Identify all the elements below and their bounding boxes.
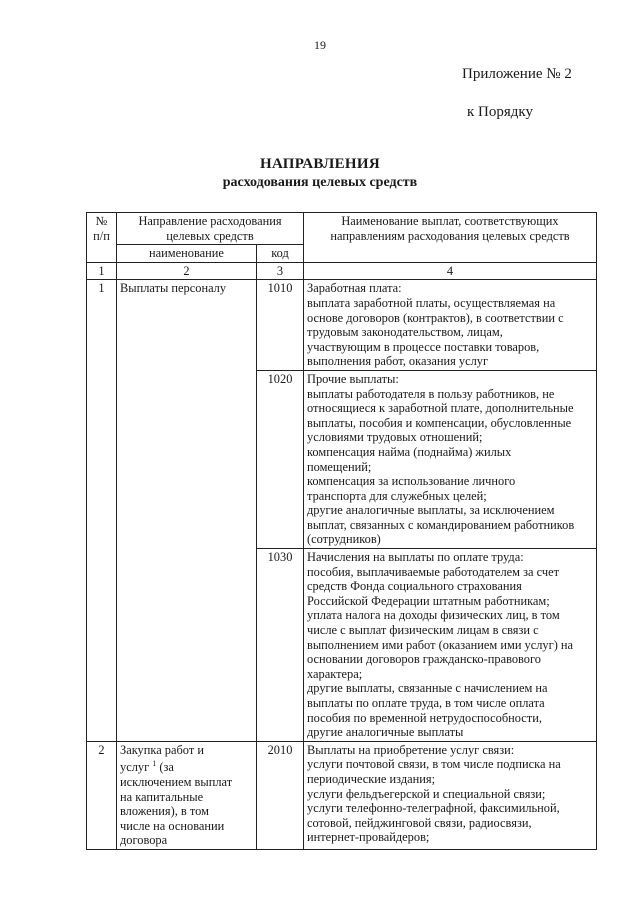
payment-line: периодические издания; xyxy=(307,771,436,786)
payment-line: характера; xyxy=(307,666,363,681)
payment-line: выполнения работ, оказания услуг xyxy=(307,354,489,369)
direction-code: 1020 xyxy=(257,370,304,548)
payment-line: основе договоров (контрактов), в соответствии с xyxy=(307,310,564,325)
payment-line: компенсация за использование личного xyxy=(307,474,516,489)
payment-line: услуги телефонно-телеграфной, факсимильной, xyxy=(307,801,560,816)
payments-cell xyxy=(304,280,597,371)
direction-name-line: числе на основании xyxy=(120,818,225,833)
payments-cell xyxy=(304,549,597,742)
direction-code: 1030 xyxy=(257,549,304,742)
column-number: 2 xyxy=(117,262,257,280)
payment-line: компенсация найма (поднайма) жилых xyxy=(307,444,512,459)
payment-line: помещений; xyxy=(307,459,372,474)
directions-table xyxy=(86,212,597,850)
appendix-label: Приложение № 2 xyxy=(462,66,572,82)
payment-line: уплата налога на доходы физических лиц, в том xyxy=(307,608,560,623)
payment-line: транспорта для служебных целей; xyxy=(307,488,487,503)
payment-line: другие аналогичные выплаты, за исключением xyxy=(307,503,555,518)
payment-line: пособия, выплачиваемые работодателем за счет xyxy=(307,564,559,579)
payment-line: другие аналогичные выплаты xyxy=(307,725,464,740)
direction-code: 2010 xyxy=(257,741,304,849)
payment-line: услуги фельдъегерской и специальной связи; xyxy=(307,786,546,801)
direction-name xyxy=(117,741,257,849)
column-number: 3 xyxy=(257,262,304,280)
payment-line: выплата заработной платы, осуществляемая на xyxy=(307,295,556,310)
payment-line: выплаты по оплате труда, в том числе оплата xyxy=(307,696,545,710)
row-number: 2 xyxy=(87,741,117,849)
payment-line: основании договоров гражданско-правового xyxy=(307,652,541,667)
direction-name-line: вложения), в том xyxy=(120,804,209,819)
direction-name-line: исключением выплат xyxy=(120,775,233,790)
payment-line: интернет-провайдеров; xyxy=(307,830,430,845)
payment-line: (сотрудников) xyxy=(307,532,381,547)
payment-line: Заработная плата: xyxy=(307,281,402,296)
table-row xyxy=(87,741,597,849)
direction-name-line: на капитальные xyxy=(120,789,204,804)
document-title: НАПРАВЛЕНИЯ xyxy=(260,156,380,172)
footnote-marker: 1 xyxy=(152,759,157,769)
payments-cell xyxy=(304,370,597,548)
payment-line: Прочие выплаты: xyxy=(307,371,399,386)
payment-line: выплат, связанных с командированием работников xyxy=(307,517,575,532)
header-no: № п/п xyxy=(87,213,117,263)
column-number: 4 xyxy=(304,262,597,280)
direction-name-line: Выплаты персоналу xyxy=(120,281,227,296)
row-number: 1 xyxy=(87,280,117,741)
payment-line: Начисления на выплаты по оплате труда: xyxy=(307,550,524,565)
payments-cell xyxy=(304,741,597,849)
table-header-row xyxy=(87,213,597,245)
direction-name-line: Закупка работ и xyxy=(120,742,204,757)
payment-line: пособия по временной нетрудоспособности, xyxy=(307,710,542,725)
to-order-label: к Порядку xyxy=(467,104,533,120)
direction-name-line: услуг $^1$ (за xyxy=(120,759,174,775)
header-direction: Направление расходования целевых средств xyxy=(117,213,304,245)
payment-line: участвующим в процессе поставки товаров, xyxy=(307,339,540,354)
payment-line: выплаты работодателя в пользу работников, не xyxy=(307,386,555,401)
payment-line: сотовой, пейджинговой связи, радиосвязи, xyxy=(307,815,532,830)
payment-line: средств Фонда социального страхования xyxy=(307,579,522,594)
payment-line: трудовым законодательством, лицам, xyxy=(307,325,503,340)
payment-line: выплаты, пособия и компенсации, обусловленные xyxy=(307,415,572,430)
header-payments: Наименование выплат, соответствующих направлениям расходования целевых средств xyxy=(304,213,597,263)
payment-line: услуги почтовой связи, в том числе подписка на xyxy=(307,757,561,772)
payment-line: другие выплаты, связанные с начислением на xyxy=(307,681,548,696)
direction-code: 1010 xyxy=(257,280,304,371)
header-name: наименование xyxy=(117,245,257,263)
table-row xyxy=(87,280,597,371)
document-subtitle: расходования целевых средств xyxy=(222,175,418,190)
payment-line: числе с выплат физическим лицам в связи с xyxy=(307,623,539,638)
payment-line: относящиеся к заработной плате, дополнительные xyxy=(307,401,574,416)
page-number: 19 xyxy=(314,38,326,52)
column-numbers-row xyxy=(87,262,597,280)
column-number: 1 xyxy=(87,262,117,280)
direction-name-line: договора xyxy=(120,833,168,848)
payment-line: условиями трудовых отношений; xyxy=(307,430,483,445)
payment-line: выполнением ими работ (оказанием ими услуг) на xyxy=(307,637,574,652)
header-code: код xyxy=(257,245,304,263)
direction-name xyxy=(117,280,257,741)
payment-line: Российской Федерации штатным работникам; xyxy=(307,593,550,608)
payment-line: Выплаты на приобретение услуг связи: xyxy=(307,742,515,757)
